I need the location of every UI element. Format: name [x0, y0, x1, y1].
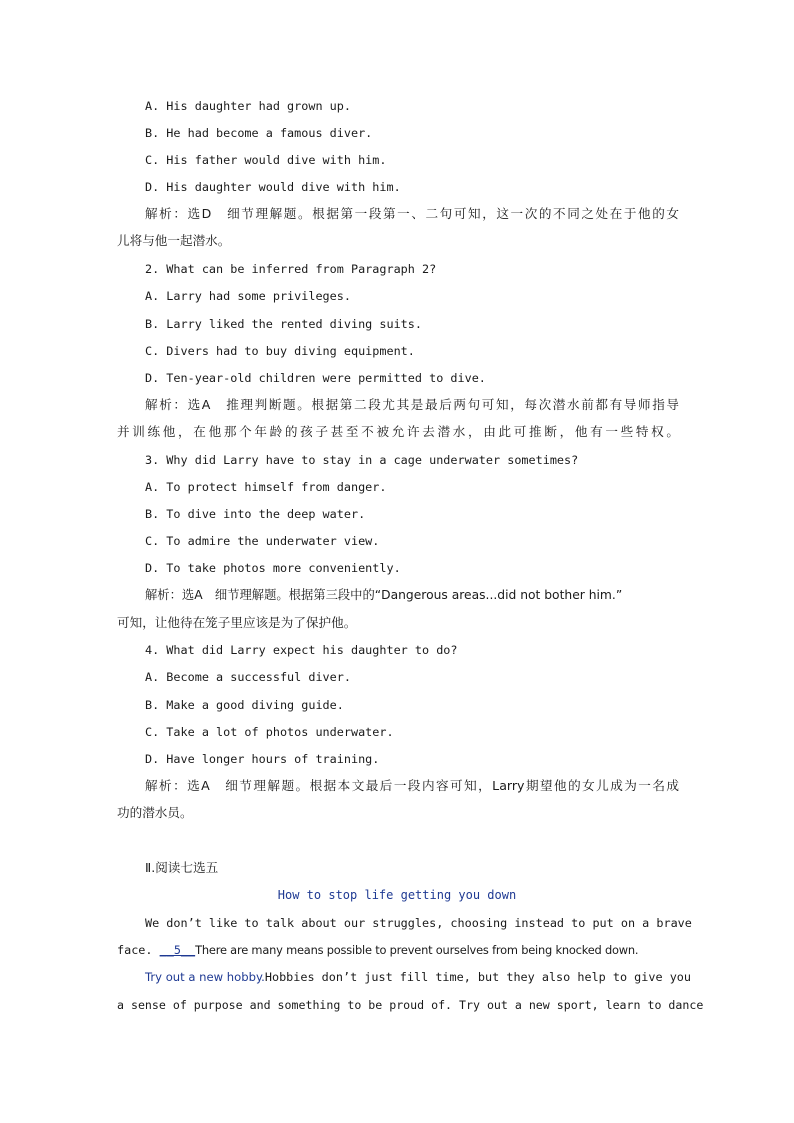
- q2-question: 2. What can be inferred from Paragraph 2?: [145, 262, 437, 276]
- hobby-highlight: Try out a new hobby.: [145, 970, 265, 984]
- q1-analysis-line2: 儿将与他一起潜水。: [117, 233, 231, 248]
- passage-p2-line1-rest: Hobbies don’t just fill time, but they also help to give you: [264, 970, 691, 984]
- q1-option-a: A. His daughter had grown up.: [145, 99, 351, 113]
- blank-5: __5__: [159, 943, 196, 957]
- passage-p1-prefix: face.: [117, 943, 160, 957]
- q2-analysis-line1: 解析：选A 推理判断题。根据第二段尤其是最后两句可知，每次潜水前都有导师指导: [145, 397, 679, 412]
- q3-question: 3. Why did Larry have to stay in a cage underwater sometimes?: [145, 453, 579, 467]
- q1-option-c: C. His father would dive with him.: [145, 153, 387, 167]
- q4-option-d: D. Have longer hours of training.: [145, 752, 380, 766]
- q2-option-c: C. Divers had to buy diving equipment.: [145, 344, 415, 358]
- passage-p1-rest: There are many means possible to prevent ourselves from being knocked down.: [195, 943, 639, 957]
- q3-option-a: A. To protect himself from danger.: [145, 480, 387, 494]
- q3-analysis-line1: 解析：选A 细节理解题。根据第三段中的“Dangerous areas...did not bother him.”: [145, 588, 623, 602]
- q2-analysis-line2: 并训练他，在他那个年龄的孩子甚至不被允许去潜水，由此可推断，他有一些特权。: [117, 424, 679, 439]
- q3-option-b: B. To dive into the deep water.: [145, 507, 366, 521]
- q4-option-c: C. Take a lot of photos underwater.: [145, 725, 394, 739]
- passage-p1-line1: We don’t like to talk about our struggles, choosing instead to put on a brave: [145, 916, 692, 930]
- q4-option-a: A. Become a successful diver.: [145, 670, 351, 684]
- q3-option-c: C. To admire the underwater view.: [145, 534, 380, 548]
- q2-option-a: A. Larry had some privileges.: [145, 289, 351, 303]
- q4-question: 4. What did Larry expect his daughter to do?: [145, 643, 458, 657]
- q2-option-d: D. Ten-year-old children were permitted to dive.: [145, 371, 486, 385]
- q4-option-b: B. Make a good diving guide.: [145, 698, 344, 712]
- passage-title: How to stop life getting you down: [277, 888, 517, 902]
- section-heading: Ⅱ.阅读七选五: [145, 860, 219, 875]
- q4-analysis-line1: 解析：选A 细节理解题。根据本文最后一段内容可知，Larry期望他的女儿成为一名成: [145, 778, 679, 793]
- q3-option-d: D. To take photos more conveniently.: [145, 561, 401, 575]
- q1-option-d: D. His daughter would dive with him.: [145, 180, 401, 194]
- q1-analysis-line1: 解析：选D 细节理解题。根据第一段第一、二句可知，这一次的不同之处在于他的女: [145, 206, 679, 221]
- passage-p2-line2: a sense of purpose and something to be proud of. Try out a new sport, learn to dance: [117, 998, 704, 1012]
- passage-p2-line1: [145, 969, 691, 985]
- q4-analysis-line2: 功的潜水员。: [117, 805, 193, 820]
- passage-p1-line2: [117, 942, 679, 958]
- q3-analysis-line2: 可知，让他待在笼子里应该是为了保护他。: [117, 615, 357, 630]
- q2-option-b: B. Larry liked the rented diving suits.: [145, 317, 422, 331]
- q1-option-b: B. He had become a famous diver.: [145, 126, 373, 140]
